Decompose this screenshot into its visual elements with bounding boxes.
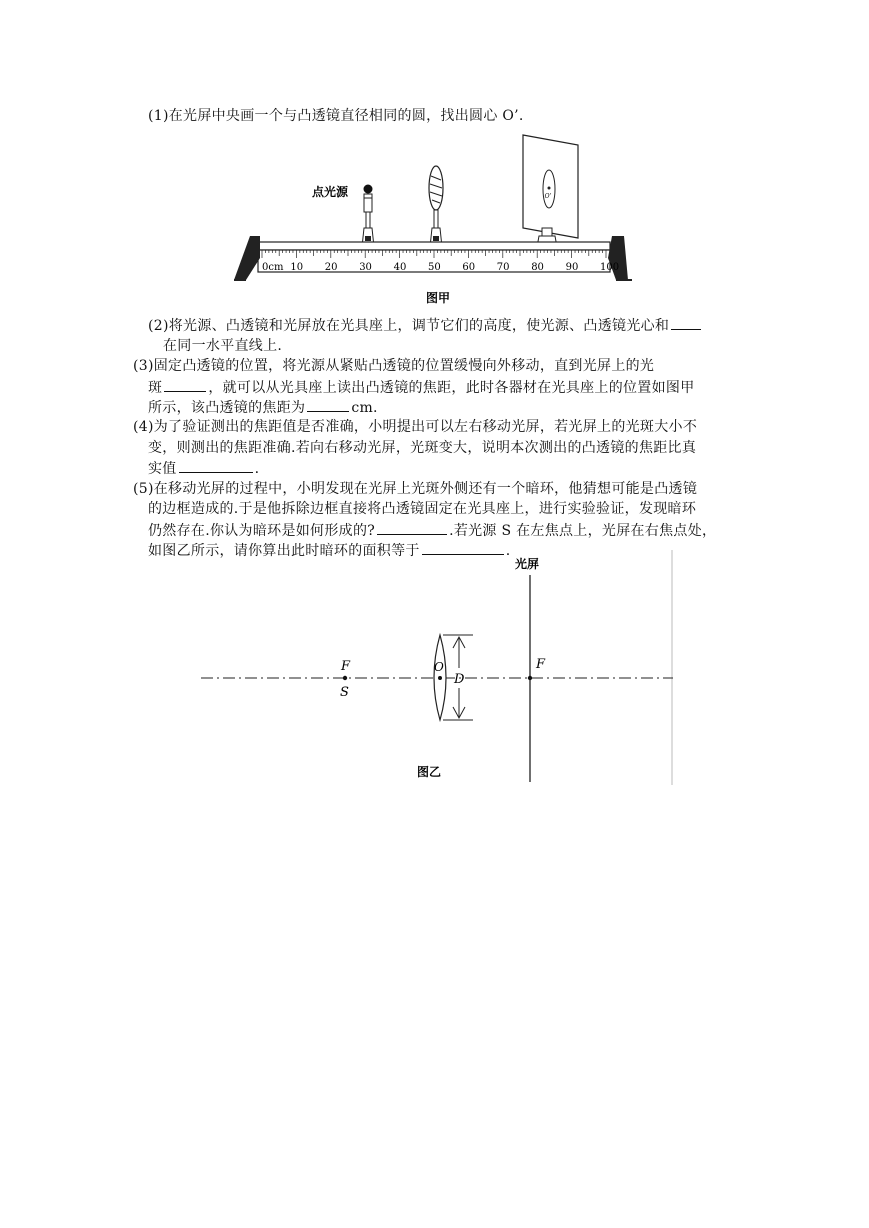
ruler-label: 60 [462,262,476,273]
question-5-line4: 如图乙所示，请你算出此时暗环的面积等于 . [148,540,510,561]
answer-blank-3b[interactable] [307,397,349,412]
figure-jia-caption: 图甲 [426,291,451,305]
ruler-label: 40 [393,262,407,273]
answer-blank-5a[interactable] [377,520,447,535]
light-screen [523,135,578,238]
question-4-line2: 变，则测出的焦距准确.若向右移动光屏，光斑变大，说明本次测出的凸透镜的焦距比真 [148,440,697,456]
ruler-label: 20 [324,262,338,273]
figure-yi-caption: 图乙 [417,765,442,779]
ruler-label: 0cm [262,262,284,273]
point-source [364,185,373,194]
answer-blank-3a[interactable] [164,377,206,392]
ruler-label: 80 [531,262,544,273]
left-focus-label: F [341,659,351,674]
question-5-line1: (5)在移动光屏的过程中，小明发现在光屏上光斑外侧还有一个暗环，他猜想可能是凸透镜 [133,481,698,497]
question-4-line3: 实值 . [148,458,259,479]
question-1: (1)在光屏中央画一个与凸透镜直径相同的圆，找出圆心 O’. [148,108,524,124]
question-4-line1: (4)为了验证测出的焦距值是否准确，小明提出可以左右移动光屏，若光屏上的光斑大小不 [133,419,698,435]
ruler-label: 10 [290,262,304,273]
answer-blank-4[interactable] [179,458,253,473]
question-2-line1: (2)将光源、凸透镜和光屏放在光具座上，调节它们的高度，使光源、凸透镜光心和 [148,315,703,336]
right-focus-label: F [536,657,546,672]
ruler-label: 90 [565,262,579,273]
figure-jia [228,130,638,310]
ruler-label: 30 [359,262,372,273]
question-5-line2: 的边框造成的.于是他拆除边框直接将凸透镜固定在光具座上，进行实验验证，发现暗环 [148,501,697,517]
ruler-label: 100 [600,262,620,273]
question-3-line3: 所示，该凸透镜的焦距为 cm. [148,397,378,418]
question-2-line2: 在同一水平直线上. [163,338,283,354]
diameter-label: D [454,672,465,687]
question-5-line3: 仍然存在.你认为暗环是如何形成的? .若光源 S 在左焦点上，光屏在右焦点处， [148,520,716,541]
optical-bench [258,242,610,250]
screen-label: 光屏 [515,557,540,571]
lens-center-label: O [434,660,444,674]
ruler-label: 50 [428,262,441,273]
ruler-label: 70 [496,262,510,273]
screen-center-label: O’ [544,193,552,200]
figure-yi [195,550,685,790]
source-label: S [340,685,349,700]
question-3-line2: 斑 ，就可以从光具座上读出凸透镜的焦距，此时各器材在光具座上的位置如图甲 [148,377,695,398]
question-3-line1: (3)固定凸透镜的位置，将光源从紧贴凸透镜的位置缓慢向外移动，直到光屏上的光 [133,358,655,374]
answer-blank-2[interactable] [671,315,701,330]
point-source-label: 点光源 [312,185,349,199]
